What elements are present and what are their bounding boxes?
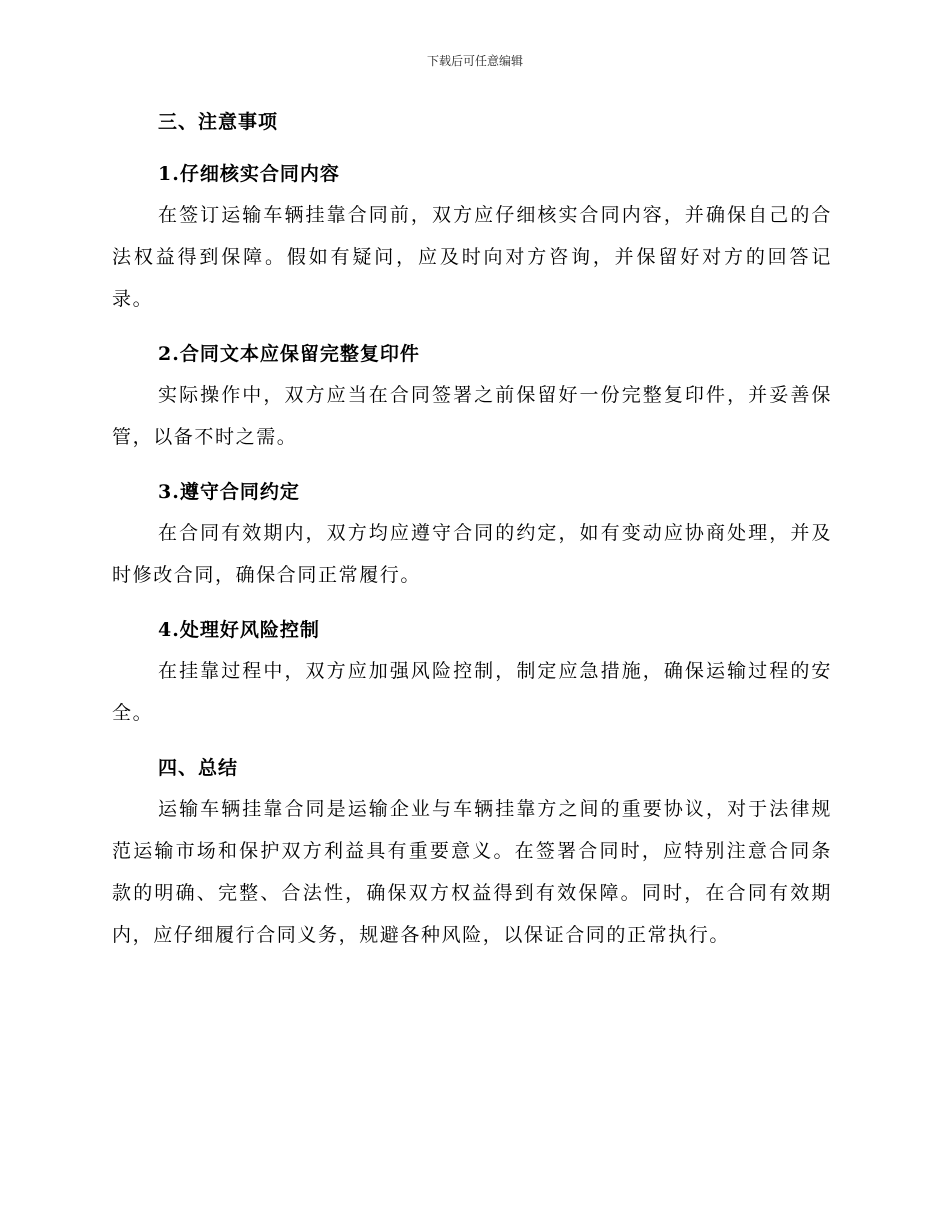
- page-header: 下载后可任意编辑: [426, 54, 523, 68]
- subheading-4: 4.处理好风险控制: [158, 619, 320, 641]
- paragraph-3: 在合同有效期内，双方均应遵守合同的约定，如有变动应协商处理，并及时修改合同，确保合同正常履行。: [112, 522, 832, 586]
- section-heading-3: 三、注意事项: [158, 111, 279, 133]
- subheading-3: 3.遵守合同约定: [158, 481, 300, 503]
- paragraph-summary: 运输车辆挂靠合同是运输企业与车辆挂靠方之间的重要协议，对于法律规范运输市场和保护双方利益具有重要意义。在签署合同时，应特别注意合同条款的明确、完整、合法性，确保双方权益得到有效保障。同时，在合同有效期内，应仔细履行合同义务，规避各种风险，以保证合同的正常执行。: [112, 798, 832, 946]
- section-heading-4: 四、总结: [158, 757, 239, 779]
- paragraph-2: 实际操作中，双方应当在合同签署之前保留好一份完整复印件，并妥善保管，以备不时之需。: [112, 384, 832, 448]
- subheading-2: 2.合同文本应保留完整复印件: [158, 343, 420, 365]
- subheading-1: 1.仔细核实合同内容: [158, 163, 340, 185]
- paragraph-4: 在挂靠过程中，双方应加强风险控制，制定应急措施，确保运输过程的安全。: [112, 660, 832, 724]
- paragraph-1: 在签订运输车辆挂靠合同前，双方应仔细核实合同内容，并确保自己的合法权益得到保障。假如有疑问，应及时向对方咨询，并保留好对方的回答记录。: [112, 204, 832, 310]
- document-body: [112, 106, 832, 956]
